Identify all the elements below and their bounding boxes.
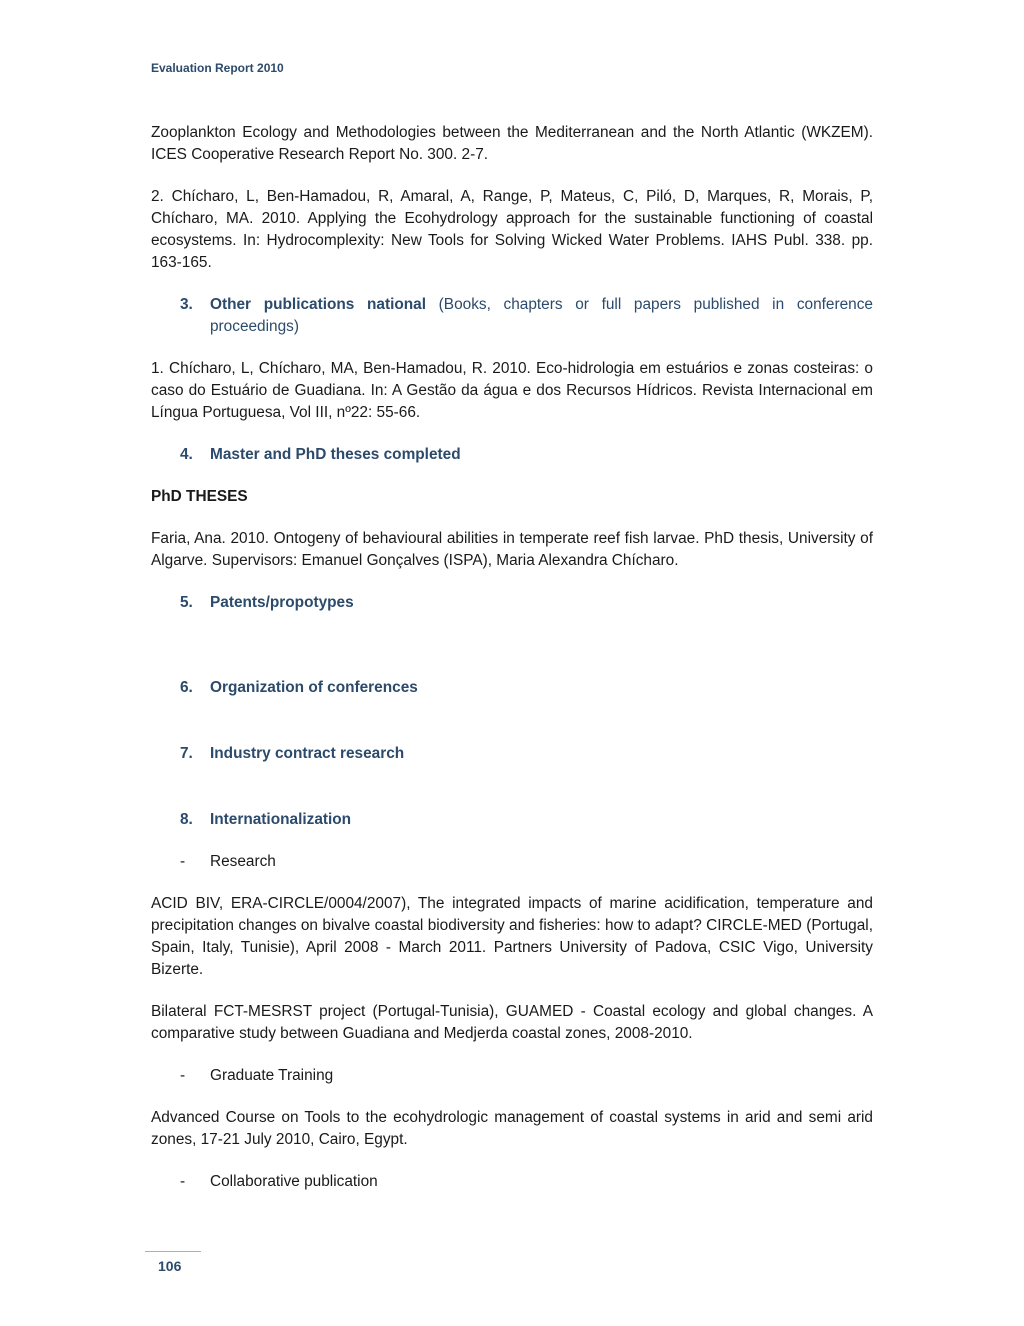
document-body xyxy=(151,122,873,1213)
section-title-note: (Books, chapters or full papers published in conference proceedings) xyxy=(210,296,873,335)
bullet-label: Collaborative publication xyxy=(210,1173,378,1190)
section-title: Internationalization xyxy=(210,811,352,828)
section-number: 6. xyxy=(180,679,193,696)
section-title: Patents/propotypes xyxy=(210,594,354,611)
bullet-label: Research xyxy=(210,853,276,870)
section-number: 8. xyxy=(180,811,193,828)
section-title: Master and PhD theses completed xyxy=(210,446,461,463)
section-number: 5. xyxy=(180,594,193,611)
project-paragraph-1: ACID BIV, ERA-CIRCLE/0004/2007), The integrated impacts of marine acidification, temperature and precipitation changes on bivalve coastal biodiversity and fisheries: how to adapt? CIRCLE-MED (Portugal, Spain, Italy, Tunisie), April 2008 - March 2011. Partners University of Padova, CSIC Vigo, University Bizerte. xyxy=(151,895,873,978)
section-number: 7. xyxy=(180,745,193,762)
reference-paragraph-1: Zooplankton Ecology and Methodologies between the Mediterranean and the North Atlantic (WKZEM). ICES Cooperative Research Report No. 300. 2-7. xyxy=(151,124,873,163)
phd-theses-label: PhD THESES xyxy=(151,488,248,505)
footer-divider xyxy=(145,1251,201,1252)
section-title: Industry contract research xyxy=(210,745,405,762)
section-title: Organization of conferences xyxy=(210,679,418,696)
bullet-dash: - xyxy=(180,1067,186,1084)
section-title xyxy=(210,294,873,338)
section-heading-6 xyxy=(151,677,873,699)
section-number: 3. xyxy=(180,296,193,313)
section-heading-7 xyxy=(151,743,873,765)
thesis-paragraph: Faria, Ana. 2010. Ontogeny of behavioural abilities in temperate reef fish larvae. PhD thesis, University of Algarve. Supervisors: Emanuel Gonçalves (ISPA), Maria Alexandra Chícharo. xyxy=(151,530,873,569)
page-header: Evaluation Report 2010 xyxy=(151,61,284,75)
project-paragraph-2: Bilateral FCT-MESRST project (Portugal-Tunisia), GUAMED - Coastal ecology and global changes. A comparative study between Guadiana and Medjerda coastal zones, 2008-2010. xyxy=(151,1003,873,1042)
section-heading-4 xyxy=(151,444,873,466)
bullet-dash: - xyxy=(180,853,186,870)
reference-paragraph-3: 1. Chícharo, L, Chícharo, MA, Ben-Hamadou, R. 2010. Eco-hidrologia em estuários e zonas costeiras: o caso do Estuário de Guadiana. In: A Gestão da água e dos Recursos Hídricos. Revista Internacional em Língua Portuguesa, Vol III, nº22: 55-66. xyxy=(151,360,873,421)
bullet-collaborative-publication xyxy=(151,1171,873,1193)
page-number: 106 xyxy=(158,1258,182,1274)
reference-paragraph-2: 2. Chícharo, L, Ben-Hamadou, R, Amaral, A, Range, P, Mateus, C, Piló, D, Marques, R, Morais, P, Chícharo, MA. 2010. Applying the Ecohydrology approach for the sustainable functioning of coastal ecosystems. In: Hydrocomplexity: New Tools for Solving Wicked Water Problems. IAHS Publ. 338. pp. 163-165. xyxy=(151,188,873,271)
bullet-label: Graduate Training xyxy=(210,1067,334,1084)
section-heading-8 xyxy=(151,809,873,831)
bullet-graduate-training xyxy=(151,1065,873,1087)
bullet-dash: - xyxy=(180,1173,186,1190)
section-title-strong: Other publications national xyxy=(210,296,427,313)
section-heading-3 xyxy=(151,294,873,338)
bullet-research xyxy=(151,851,873,873)
course-paragraph: Advanced Course on Tools to the ecohydrologic management of coastal systems in arid and semi arid zones, 17-21 July 2010, Cairo, Egypt. xyxy=(151,1109,873,1148)
section-number: 4. xyxy=(180,446,193,463)
section-heading-5 xyxy=(151,592,873,614)
